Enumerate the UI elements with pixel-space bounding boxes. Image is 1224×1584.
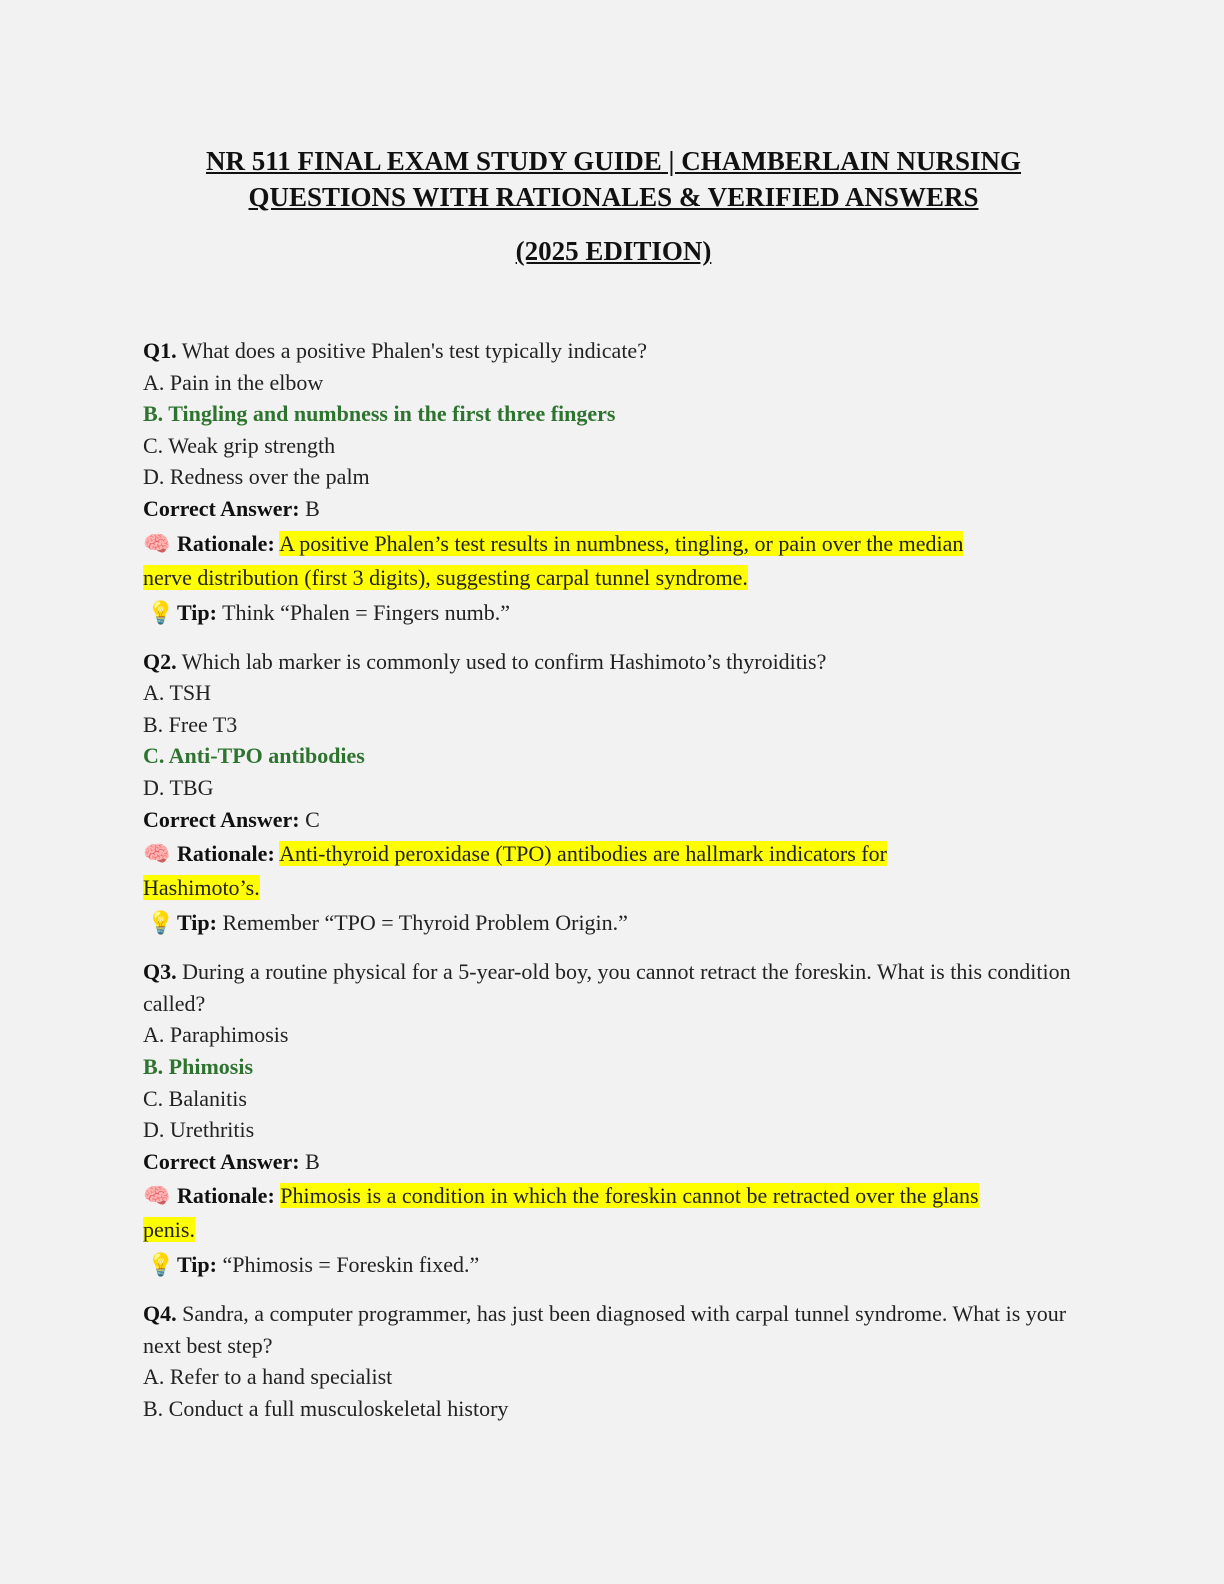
option-d: D. Redness over the palm — [143, 464, 370, 490]
option-d: D. Urethritis — [143, 1117, 255, 1143]
tip — [143, 1248, 1084, 1282]
question-3 — [143, 956, 1084, 1282]
option-c: C. Weak grip strength — [143, 432, 336, 458]
rationale-text-line-1: Phimosis is a condition in which the foreskin cannot be retracted over the glans — [280, 1183, 979, 1209]
question-stem — [143, 956, 1084, 1019]
lightbulb-icon: 💡 — [147, 911, 175, 937]
tip-text: Think “Phalen = Fingers numb.” — [222, 599, 511, 625]
correct-answer-value: B — [305, 1148, 320, 1174]
brain-icon: 🧠 — [143, 1184, 171, 1210]
rationale — [143, 837, 1084, 904]
option-b-correct: B. Phimosis — [143, 1053, 254, 1079]
question-stem — [143, 646, 1084, 678]
question-text: During a routine physical for a 5-year-old boy, you cannot retract the foreskin. What is this condition called? — [143, 959, 1071, 1016]
question-list — [143, 335, 1084, 1425]
title-edition: (2025 EDITION) — [515, 236, 712, 266]
rationale-label: Rationale: — [177, 841, 275, 867]
correct-answer-label: Correct Answer: — [143, 806, 300, 832]
question-text: Which lab marker is commonly used to confirm Hashimoto’s thyroiditis? — [181, 648, 827, 674]
correct-answer — [143, 493, 1084, 525]
brain-icon: 🧠 — [143, 842, 171, 868]
option-c-correct: C. Anti-TPO antibodies — [143, 743, 365, 769]
question-4 — [143, 1298, 1084, 1424]
option-c: C. Balanitis — [143, 1085, 247, 1111]
question-stem — [143, 335, 1084, 367]
title-line-2: QUESTIONS WITH RATIONALES & VERIFIED ANSWERS — [248, 182, 979, 212]
question-text: What does a positive Phalen's test typically indicate? — [181, 338, 647, 363]
correct-answer — [143, 1146, 1084, 1178]
question-number: Q4. — [143, 1301, 177, 1327]
brain-icon: 🧠 — [143, 531, 171, 557]
tip — [143, 906, 1084, 940]
lightbulb-icon: 💡 — [147, 600, 175, 626]
lightbulb-icon: 💡 — [147, 1253, 175, 1279]
question-stem — [143, 1298, 1084, 1361]
rationale-text-line-2: nerve distribution (first 3 digits), suggesting carpal tunnel syndrome. — [143, 564, 748, 590]
tip-label: Tip: — [177, 599, 217, 625]
question-number: Q1. — [143, 338, 177, 363]
question-number: Q3. — [143, 959, 177, 985]
rationale-label: Rationale: — [177, 530, 275, 556]
option-a: A. Pain in the elbow — [143, 369, 324, 395]
option-a: A. Refer to a hand specialist — [143, 1364, 393, 1390]
option-a: A. Paraphimosis — [143, 1022, 289, 1048]
correct-answer-label: Correct Answer: — [143, 1148, 300, 1174]
option-b: B. Free T3 — [143, 711, 238, 737]
correct-answer-label: Correct Answer: — [143, 495, 300, 521]
rationale — [143, 1179, 1084, 1246]
option-d: D. TBG — [143, 774, 214, 800]
correct-answer-value: B — [305, 495, 320, 521]
correct-answer — [143, 804, 1084, 836]
question-2 — [143, 646, 1084, 941]
rationale — [143, 527, 1084, 594]
tip — [143, 596, 1084, 630]
tip-text: Remember “TPO = Thyroid Problem Origin.” — [222, 910, 628, 936]
tip-label: Tip: — [177, 910, 217, 936]
question-1 — [143, 335, 1084, 630]
title-line-1: NR 511 FINAL EXAM STUDY GUIDE | CHAMBERLAIN NURSING — [205, 146, 1022, 176]
correct-answer-value: C — [305, 806, 320, 832]
tip-text: “Phimosis = Foreskin fixed.” — [222, 1252, 480, 1278]
question-number: Q2. — [143, 648, 177, 674]
document-title — [143, 143, 1084, 215]
rationale-text-line-1: Anti-thyroid peroxidase (TPO) antibodies are hallmark indicators for — [279, 841, 887, 867]
question-text: Sandra, a computer programmer, has just been diagnosed with carpal tunnel syndrome. What is your next best step? — [143, 1301, 1067, 1358]
rationale-text-line-1: A positive Phalen’s test results in numbness, tingling, or pain over the median — [279, 530, 964, 556]
option-a: A. TSH — [143, 680, 212, 706]
rationale-text-line-2: Hashimoto’s. — [143, 875, 260, 901]
rationale-text-line-2: penis. — [143, 1217, 195, 1243]
tip-label: Tip: — [177, 1252, 217, 1278]
option-b-correct: B. Tingling and numbness in the first three fingers — [143, 401, 616, 427]
rationale-label: Rationale: — [177, 1183, 275, 1209]
option-b: B. Conduct a full musculoskeletal history — [143, 1396, 509, 1422]
